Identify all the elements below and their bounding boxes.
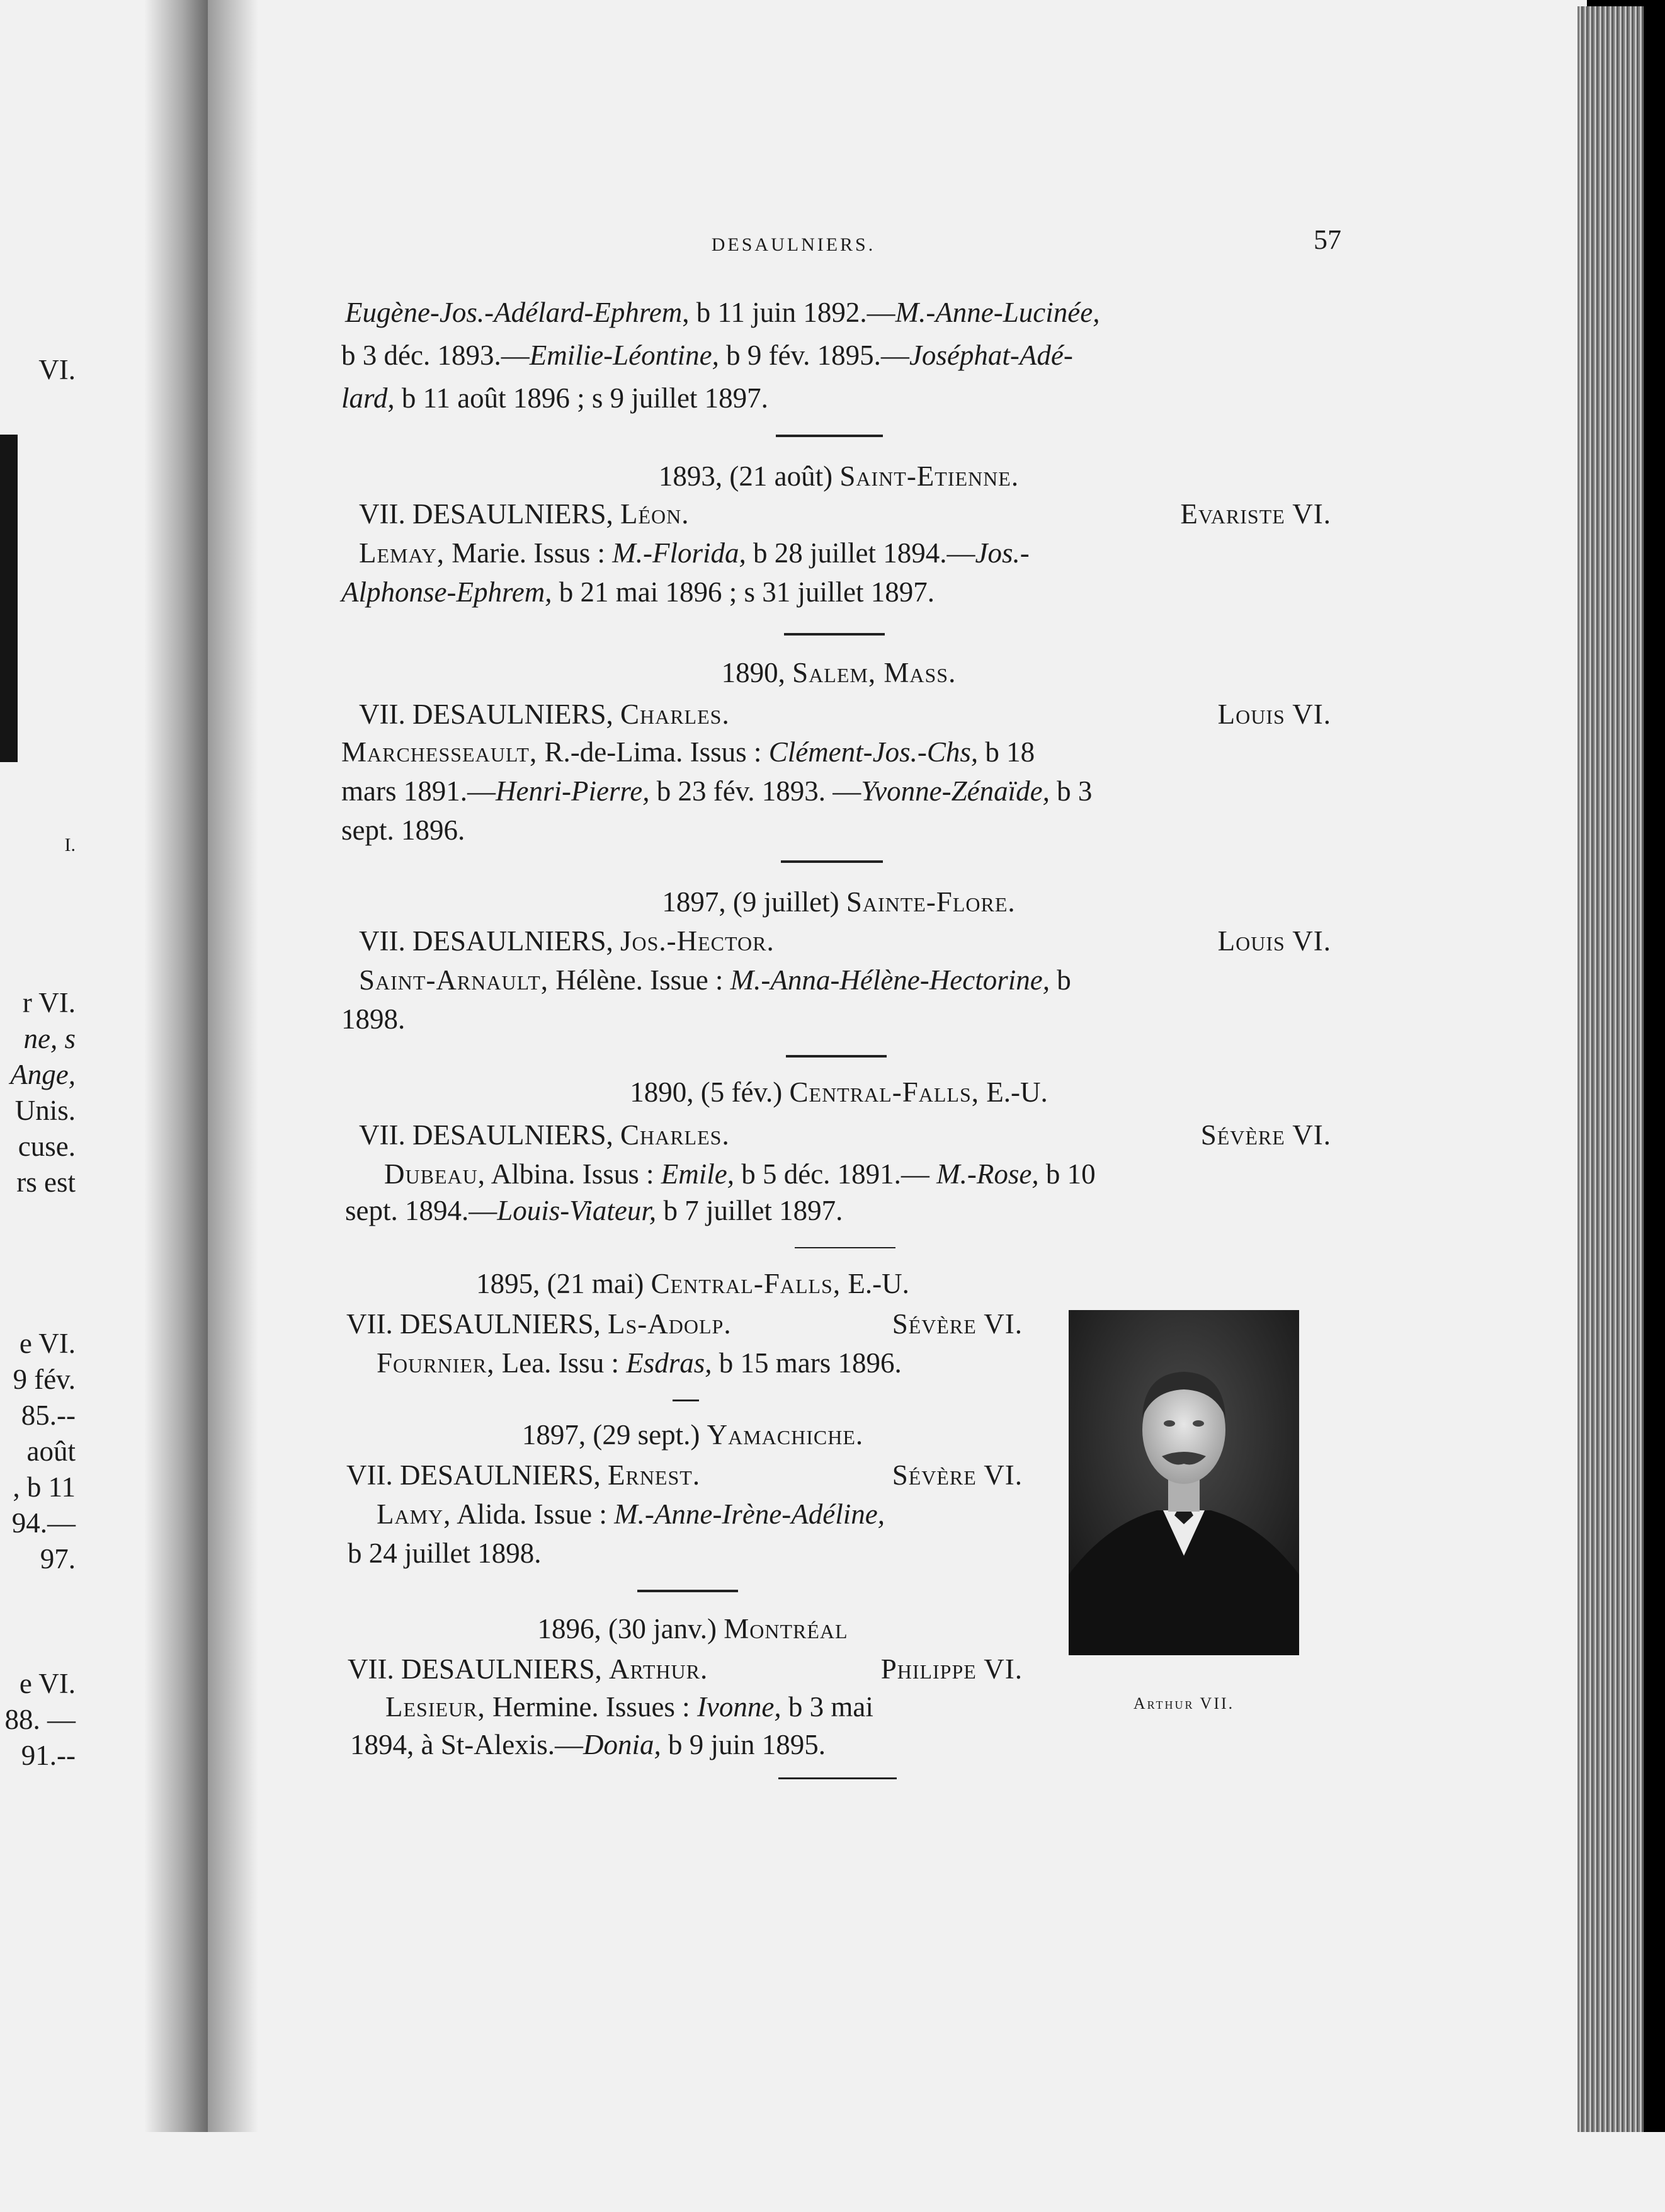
entry-line: Saint-Arnault, Hélène. Issue : M.-Anna-Hélène-Hectorine, b xyxy=(359,964,1071,996)
parent-ref: Louis VI. xyxy=(1217,698,1331,730)
wife-surname: Lemay, xyxy=(359,537,445,569)
child-name: Emile, xyxy=(661,1158,734,1190)
child-name: M.-Anne-Lucinée, xyxy=(895,297,1100,328)
child-name: Yvonne-Zénaïde, xyxy=(861,775,1050,807)
entry-line: lard, b 11 août 1896 ; s 9 juillet 1897. xyxy=(341,382,768,414)
left-fragment: e VI. xyxy=(19,1328,76,1359)
left-page-photo-edge xyxy=(0,435,18,762)
gutter-shadow xyxy=(145,0,214,2212)
marriage-heading: 1893, (21 août) Saint-Etienne. xyxy=(658,460,1020,492)
left-fragment: I. xyxy=(64,835,76,855)
separator-rule xyxy=(781,860,883,863)
left-fragment: 9 fév. xyxy=(13,1364,76,1395)
child-name: M.-Rose, xyxy=(936,1158,1039,1190)
entry-line: VII. DESAULNIERS, Ls-Adolp. xyxy=(346,1308,732,1340)
left-fragment: cuse. xyxy=(18,1131,76,1162)
place: Central-Falls, xyxy=(789,1076,979,1108)
entry-line: b 24 juillet 1898. xyxy=(348,1537,542,1569)
child-name: M.-Anna-Hélène-Hectorine, xyxy=(730,964,1050,996)
entry-line: mars 1891.—Henri-Pierre, b 23 fév. 1893. —Yvonne-Zénaïde, b 3 xyxy=(341,775,1093,807)
running-head: DESAULNIERS. xyxy=(711,234,876,255)
separator-rule xyxy=(776,435,883,437)
left-fragment: Unis. xyxy=(14,1095,76,1126)
wife-surname: Fournier, xyxy=(377,1347,495,1379)
husband-name: Ls-Adolp. xyxy=(607,1308,732,1340)
husband-name: Charles. xyxy=(620,1119,730,1151)
entry-line: VII. DESAULNIERS, Charles. xyxy=(359,1119,730,1151)
left-fragment: , b 11 xyxy=(13,1471,76,1503)
child-name: M.-Florida, xyxy=(612,537,746,569)
place: Central-Falls, xyxy=(651,1268,841,1299)
wife-surname: Lamy, xyxy=(377,1498,452,1530)
left-fragment: 97. xyxy=(40,1543,76,1575)
separator-rule xyxy=(786,1055,887,1058)
entry-line: sept. 1896. xyxy=(341,814,465,846)
wife-surname: Dubeau, xyxy=(384,1158,486,1190)
husband-name: Jos.-Hector. xyxy=(620,925,775,957)
left-fragment: rs est xyxy=(16,1166,76,1198)
child-name: Clément-Jos.-Chs, xyxy=(768,736,979,768)
entry-line: b 3 déc. 1893.—Emilie-Léontine, b 9 fév. 1895.—Joséphat-Adé- xyxy=(341,339,1073,371)
marriage-heading: 1896, (30 janv.) Montréal xyxy=(537,1613,848,1645)
left-fragment: 94.— xyxy=(11,1507,76,1539)
entry-line: Eugène-Jos.-Adélard-Ephrem, b 11 juin 1892.—M.-Anne-Lucinée, xyxy=(345,297,1100,328)
entry-line: Lemay, Marie. Issus : M.-Florida, b 28 juillet 1894.—Jos.- xyxy=(359,537,1030,569)
entry-line: VII. DESAULNIERS, Arthur. xyxy=(348,1653,708,1685)
child-name: Alphonse-Ephrem, xyxy=(341,576,552,608)
wife-surname: Marchesseault, xyxy=(341,736,538,768)
child-name: Henri-Pierre, xyxy=(495,775,650,807)
entry-line: Marchesseault, R.-de-Lima. Issus : Clément-Jos.-Chs, b 18 xyxy=(341,736,1035,768)
left-fragment: août xyxy=(26,1435,76,1467)
child-name: M.-Anne-Irène-Adéline, xyxy=(614,1498,885,1530)
place: Salem, Mass. xyxy=(792,657,957,688)
page-curve-shade xyxy=(208,0,258,2212)
separator-rule xyxy=(637,1590,738,1592)
marriage-heading: 1897, (29 sept.) Yamachiche. xyxy=(521,1419,864,1451)
husband-name: Ernest. xyxy=(607,1459,701,1491)
husband-name: Arthur. xyxy=(608,1653,708,1685)
child-name: Emilie-Léontine, xyxy=(529,339,719,371)
page-number: 57 xyxy=(1314,224,1341,255)
child-name: Ivonne, xyxy=(696,1691,781,1723)
bottom-margin xyxy=(0,2132,1665,2212)
entry-line: Fournier, Lea. Issu : Esdras, b 15 mars 1896. xyxy=(377,1347,902,1379)
wife-surname: Saint-Arnault, xyxy=(359,964,549,996)
parent-ref: Louis VI. xyxy=(1217,925,1331,957)
marriage-heading: 1890, Salem, Mass. xyxy=(721,657,957,688)
child-name: Jos.- xyxy=(975,537,1030,569)
left-fragment: ne, s xyxy=(23,1023,76,1054)
parent-ref: Evariste VI. xyxy=(1180,498,1331,530)
child-name: lard, xyxy=(341,382,395,414)
place: Yamachiche. xyxy=(707,1419,864,1451)
child-name: Donia, xyxy=(582,1729,661,1760)
portrait-caption: Arthur VII. xyxy=(1133,1694,1235,1713)
separator-rule xyxy=(778,1777,897,1779)
child-name: Louis-Viateur, xyxy=(497,1195,657,1226)
separator-rule xyxy=(795,1247,895,1248)
parent-ref: Sévère VI. xyxy=(892,1459,1023,1491)
left-fragment: VI. xyxy=(38,354,76,385)
child-name: Eugène-Jos.-Adélard-Ephrem xyxy=(345,297,683,328)
entry-line: Dubeau, Albina. Issus : Emile, b 5 déc. 1891.— M.-Rose, b 10 xyxy=(384,1158,1096,1190)
entry-line: VII. DESAULNIERS, Jos.-Hector. xyxy=(359,925,775,957)
entry-line: sept. 1894.—Louis-Viateur, b 7 juillet 1897. xyxy=(345,1195,843,1226)
wife-surname: Lesieur, xyxy=(385,1691,486,1723)
left-fragment: e VI. xyxy=(19,1668,76,1699)
book-fore-edge xyxy=(1577,6,1644,2198)
marriage-heading: 1897, (9 juillet) Sainte-Flore. xyxy=(662,886,1016,918)
parent-ref: Sévère VI. xyxy=(1200,1119,1331,1151)
left-fragment: Ange, xyxy=(10,1059,76,1090)
marriage-heading: 1890, (5 fév.) Central-Falls, E.-U. xyxy=(630,1076,1048,1108)
entry-line: 1898. xyxy=(341,1003,406,1035)
place: Sainte-Flore. xyxy=(846,886,1016,918)
entry-line: Alphonse-Ephrem, b 21 mai 1896 ; s 31 juillet 1897. xyxy=(341,576,935,608)
separator-rule xyxy=(673,1400,699,1401)
husband-name: Léon. xyxy=(620,498,690,530)
marriage-heading: 1895, (21 mai) Central-Falls, E.-U. xyxy=(476,1268,909,1299)
place: Saint-Etienne. xyxy=(839,460,1020,492)
parent-ref: Philippe VI. xyxy=(880,1653,1023,1685)
left-fragment: 85.-- xyxy=(21,1400,76,1431)
left-fragment: r VI. xyxy=(22,987,76,1018)
entry-line: Lamy, Alida. Issue : M.-Anne-Irène-Adéline, xyxy=(377,1498,885,1530)
parent-ref: Sévère VI. xyxy=(892,1308,1023,1340)
entry-line: VII. DESAULNIERS, Léon. xyxy=(359,498,690,530)
entry-line: Lesieur, Hermine. Issues : Ivonne, b 3 mai xyxy=(385,1691,873,1723)
entry-line: VII. DESAULNIERS, Ernest. xyxy=(346,1459,701,1491)
left-fragment: 88. — xyxy=(4,1704,76,1735)
portrait-photo xyxy=(1069,1310,1299,1655)
child-name: Joséphat-Adé- xyxy=(909,339,1073,371)
child-name: Esdras, xyxy=(626,1347,712,1379)
place: Montréal xyxy=(724,1613,848,1645)
entry-line: VII. DESAULNIERS, Charles. xyxy=(359,698,730,730)
separator-rule xyxy=(784,633,885,636)
entry-line: 1894, à St-Alexis.—Donia, b 9 juin 1895. xyxy=(350,1729,826,1760)
left-fragment: 91.-- xyxy=(21,1740,76,1771)
husband-name: Charles. xyxy=(620,698,730,730)
